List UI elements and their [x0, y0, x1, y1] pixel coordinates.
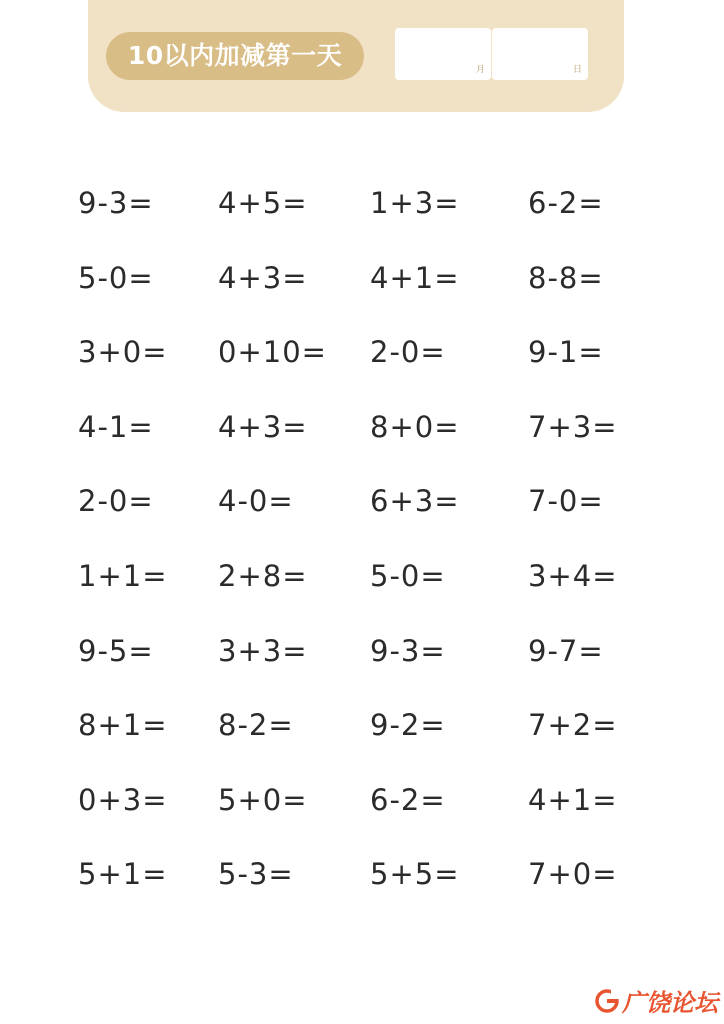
- g-logo-icon: [594, 988, 620, 1014]
- math-problem: 0+3=: [78, 782, 168, 817]
- math-problem: 4+1=: [528, 782, 618, 817]
- problem-row: [0, 243, 724, 318]
- math-problem: 9-3=: [78, 186, 154, 220]
- math-problem: 8+1=: [78, 708, 168, 743]
- math-problem: 3+4=: [528, 558, 618, 593]
- math-problem: 9-5=: [78, 633, 154, 668]
- worksheet-title: 10以内加减第一天: [106, 32, 364, 80]
- math-problem: 2+8=: [218, 558, 308, 593]
- math-problem: 0+10=: [218, 335, 327, 370]
- problem-row: [0, 541, 724, 616]
- math-problem: 9-3=: [370, 633, 446, 668]
- math-problem: 5+5=: [370, 857, 460, 892]
- day-field[interactable]: [492, 28, 588, 80]
- math-problem: 5-3=: [218, 857, 294, 892]
- math-problem: 3+0=: [78, 335, 168, 370]
- math-problem: 4+3=: [218, 260, 308, 295]
- problem-row: [0, 168, 724, 243]
- math-problem: 7+3=: [528, 409, 618, 444]
- watermark: [594, 983, 718, 1018]
- math-problem: 5+0=: [218, 782, 308, 817]
- math-problem: 9-7=: [528, 633, 604, 668]
- math-problem: 4-0=: [218, 484, 294, 519]
- math-problem: 4+5=: [218, 186, 308, 220]
- math-problem: 7-0=: [528, 484, 604, 519]
- math-problem: 7+0=: [528, 857, 618, 892]
- math-problem: 2-0=: [78, 484, 154, 519]
- problem-row: [0, 616, 724, 691]
- math-problem: 9-2=: [370, 708, 446, 743]
- math-problem: 1+3=: [370, 186, 460, 220]
- day-label: 日: [572, 65, 582, 75]
- problem-grid: [0, 168, 724, 914]
- month-label: 月: [475, 65, 485, 75]
- math-problem: 6+3=: [370, 484, 460, 519]
- math-problem: 5+1=: [78, 857, 168, 892]
- problem-row: [0, 317, 724, 392]
- month-field[interactable]: [395, 28, 491, 80]
- math-problem: 8-8=: [528, 260, 604, 295]
- math-problem: 5-0=: [370, 558, 446, 593]
- math-problem: 6-2=: [370, 782, 446, 817]
- math-problem: 1+1=: [78, 558, 168, 593]
- math-problem: 5-0=: [78, 260, 154, 295]
- problem-row: [0, 466, 724, 541]
- math-problem: 3+3=: [218, 633, 308, 668]
- math-problem: 4-1=: [78, 409, 154, 444]
- problem-row: [0, 839, 724, 914]
- math-problem: 2-0=: [370, 335, 446, 370]
- problem-row: [0, 765, 724, 840]
- problem-row: [0, 690, 724, 765]
- watermark-text: 广饶论坛: [622, 989, 718, 1017]
- math-problem: 6-2=: [528, 186, 604, 220]
- problem-row: [0, 392, 724, 467]
- math-problem: 8+0=: [370, 409, 460, 444]
- math-problem: 9-1=: [528, 335, 604, 370]
- math-problem: 8-2=: [218, 708, 294, 743]
- math-problem: 4+1=: [370, 260, 460, 295]
- math-problem: 7+2=: [528, 708, 618, 743]
- math-problem: 4+3=: [218, 409, 308, 444]
